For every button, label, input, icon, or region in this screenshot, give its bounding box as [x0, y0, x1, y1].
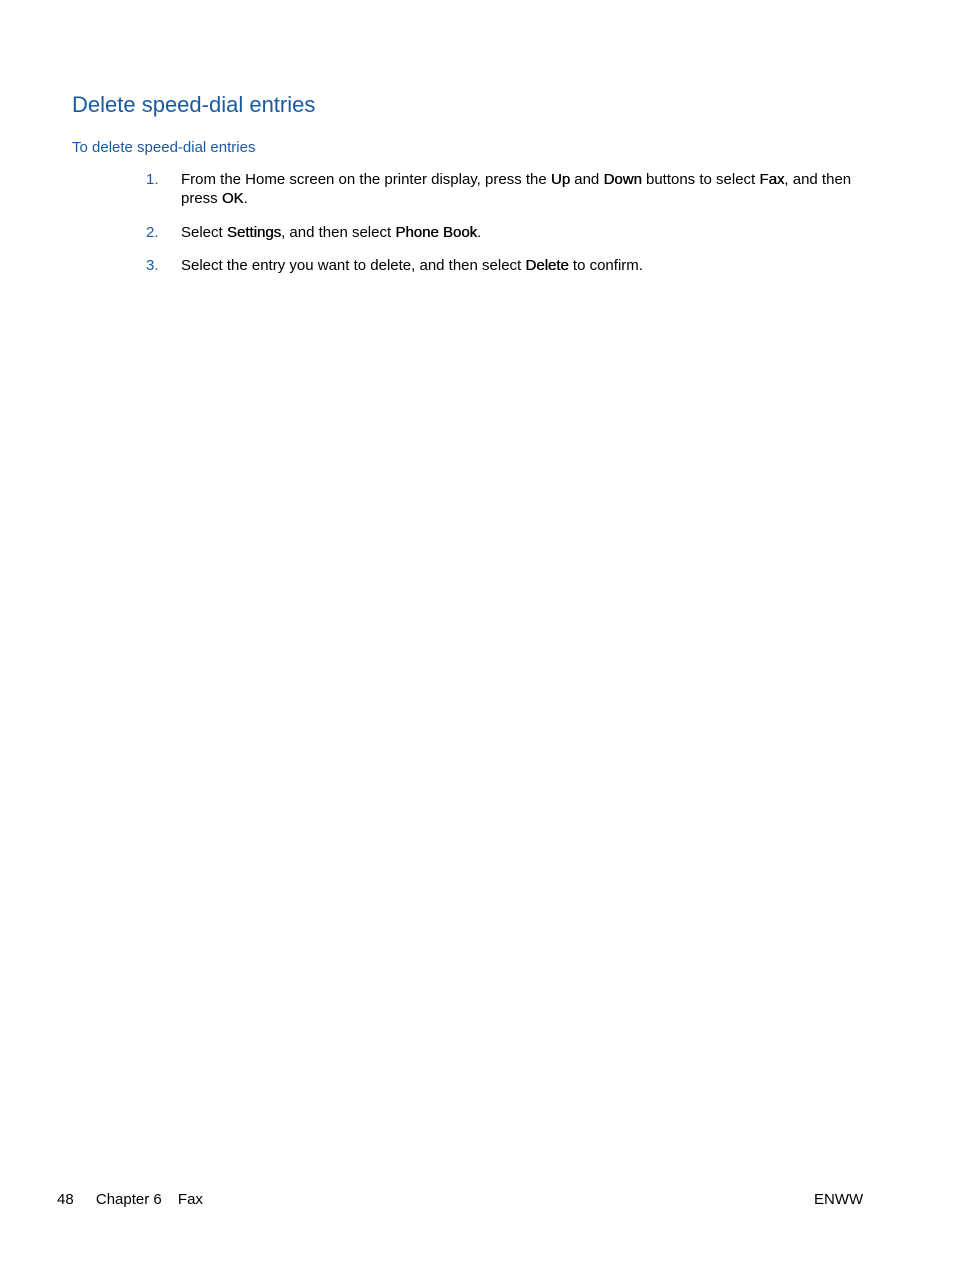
footer-locale: ENWW [814, 1191, 864, 1208]
ui-term-settings: Settings [226, 224, 282, 241]
footer-left [57, 1191, 203, 1208]
step-text [181, 256, 871, 275]
footer-chapter: Chapter 6 [95, 1191, 162, 1208]
step-text [181, 223, 871, 242]
page-number: 48 [57, 1191, 74, 1208]
step-text-run: . [477, 224, 482, 241]
step-text-run: . [243, 190, 248, 207]
ui-term-fax: Fax [759, 171, 785, 188]
step-text [181, 170, 871, 208]
step-text-run: Select [181, 224, 227, 241]
step-text-run: From the Home screen on the printer display, press the [181, 171, 551, 188]
ui-term-down: Down [603, 171, 642, 188]
step-text-run: and [570, 171, 604, 188]
step-text-run: , and then press [181, 171, 852, 207]
footer-chapter-title: Fax [177, 1191, 203, 1208]
ui-term-ok: OK [221, 190, 244, 207]
step-number: 2. [146, 224, 159, 241]
step-text-run: buttons to select [641, 171, 760, 188]
step-text-run: , and then select [281, 224, 396, 241]
step-text-run: to confirm. [568, 257, 643, 274]
step-text-run: Select the entry you want to delete, and then select [181, 257, 526, 274]
step-number: 1. [146, 171, 159, 188]
step-number: 3. [146, 257, 159, 274]
page-title: Delete speed-dial entries [72, 92, 316, 117]
ui-term-phone-book: Phone Book [395, 224, 478, 241]
procedure-heading: To delete speed-dial entries [72, 139, 256, 156]
ui-term-up: Up [550, 171, 571, 188]
ui-term-delete: Delete [525, 257, 569, 274]
